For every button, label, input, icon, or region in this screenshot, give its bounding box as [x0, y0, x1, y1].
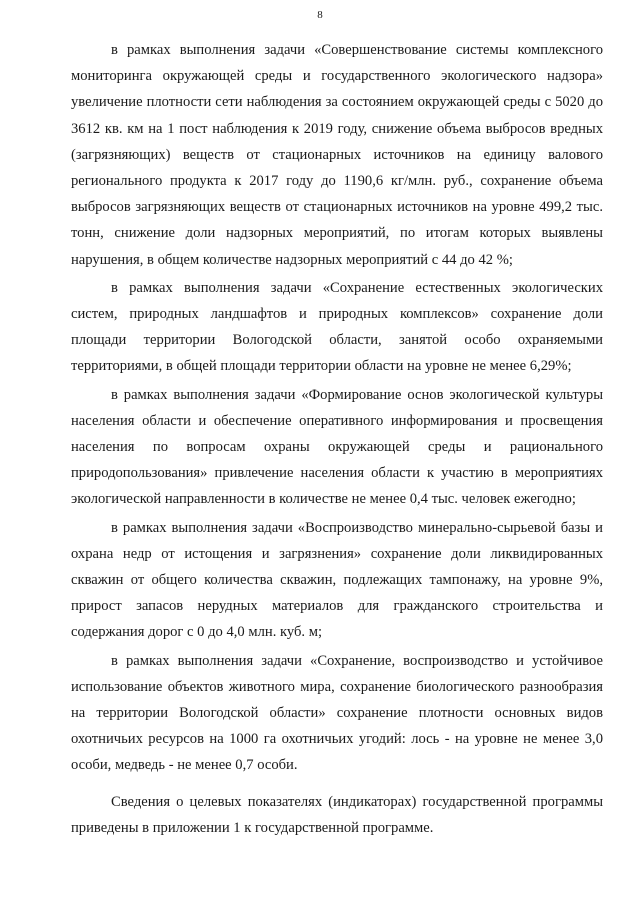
paragraph-ecological-culture-task: в рамках выполнения задачи «Формирование основ экологической культуры населения области и обеспечение оперативного информирования и просвещения населения по вопросам охраны окружающей среды и рационального природопользования» привлечение населения области к участию в мероприятиях экологической направленности в количестве не менее 0,4 тыс. человек ежегодно;	[71, 386, 603, 508]
paragraph-indicators-reference: Сведения о целевых показателях (индикаторах) государственной программы приведены в приложении 1 к государственной программе.	[71, 793, 603, 836]
paragraph-ecosystems-task: в рамках выполнения задачи «Сохранение естественных экологических систем, природных ландшафтов и природных комплексов» сохранение доли площади территории Вологодской области, занятой особо охраняемыми территориями, в общей площади территории области на уровне не менее 6,29%;	[71, 279, 603, 375]
paragraph-mineral-resources-task: в рамках выполнения задачи «Воспроизводство минерально-сырьевой базы и охрана недр от истощения и загрязнения» сохранение доли ликвидированных скважин от общего количества скважин, подлежащих тампонажу, на уровне 9%, прирост запасов нерудных материалов для гражданского строительства и содержания дорог с 0 до 4,0 млн. куб. м;	[71, 519, 603, 641]
document-body	[71, 37, 603, 841]
paragraph-wildlife-task: в рамках выполнения задачи «Сохранение, воспроизводство и устойчивое использование объектов животного мира, сохранение биологического разнообразия на территории Вологодской области» сохранение плотности основных видов охотничьих ресурсов на 1000 га охотничьих угодий: лось - на уровне не менее 3,0 особи, медведь - не менее 0,7 особи.	[71, 652, 603, 774]
paragraph-monitoring-task: в рамках выполнения задачи «Совершенствование системы комплексного мониторинга окружающей среды и государственного экологического надзора» увеличение плотности сети наблюдения за состоянием окружающей среды с 5020 до 3612 кв. км на 1 пост наблюдения к 2019 году, снижение объема выбросов вредных (загрязняющих) веществ от стационарных источников на единицу валового регионального продукта к 2017 году до 1190,6 кг/млн. руб., сохранение объема выбросов загрязняющих веществ от стационарных источников на уровне 499,2 тыс. тонн, снижение доли надзорных мероприятий, по итогам которых выявлены нарушения, в общем количестве надзорных мероприятий с 44 до 42 %;	[71, 42, 603, 268]
page-number: 8	[317, 9, 323, 21]
